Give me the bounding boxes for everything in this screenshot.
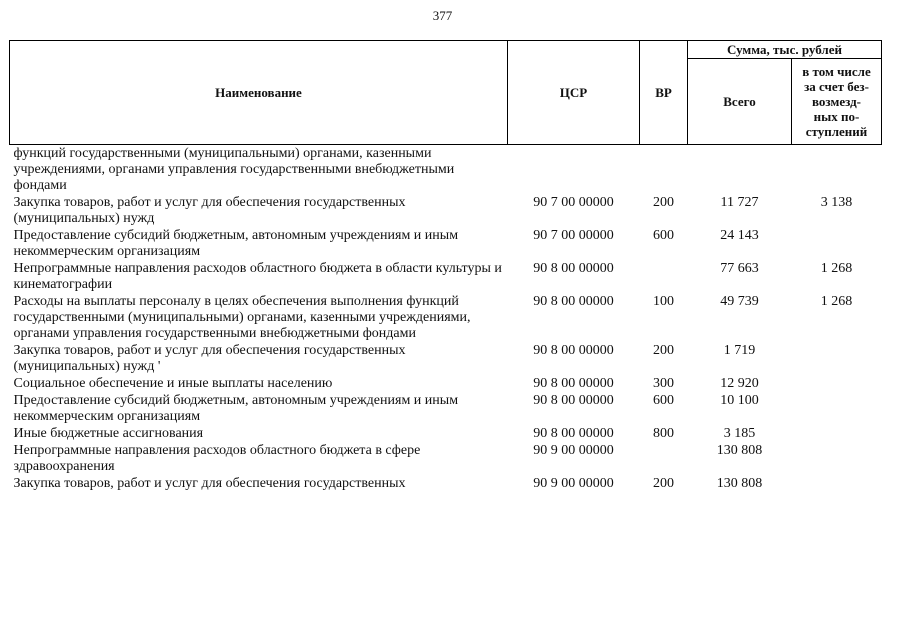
header-grant-line: возмезд- [812, 94, 861, 109]
page-number: 377 [432, 8, 453, 23]
row-name: Расходы на выплаты персоналу в целях обеспечения выполнения функций государственными (муниципальными) органами, казенными учреждениями, органами управления государственными внебюджетными фондами [13, 294, 471, 341]
row-vr [640, 145, 688, 195]
row-grant [792, 227, 882, 260]
header-sum-group: Сумма, тыс. рублей [688, 41, 882, 59]
header-grant-line: за счет без- [804, 79, 869, 94]
table-row [10, 227, 882, 260]
row-grant [792, 392, 882, 425]
table-row [10, 293, 882, 342]
row-csr: 90 7 00 00000 [533, 228, 614, 243]
table-row [10, 392, 882, 425]
table-header [10, 41, 882, 145]
row-grant [792, 442, 882, 475]
row-total: 1 719 [723, 343, 756, 358]
budget-table [9, 40, 882, 492]
header-grant-line: ных по- [813, 109, 860, 124]
row-grant [792, 342, 882, 375]
header-grant-line: в том числе [802, 64, 871, 79]
row-vr: 800 [653, 426, 674, 441]
row-vr: 100 [653, 294, 674, 309]
row-grant [792, 475, 882, 492]
row-grant: 3 138 [820, 195, 853, 210]
row-name: Непрограммные направления расходов областного бюджета в сфере здравоохранения [13, 443, 421, 474]
row-total: 130 808 [716, 443, 763, 458]
row-vr: 300 [653, 376, 674, 391]
row-total: 10 100 [720, 393, 759, 408]
table-row [10, 442, 882, 475]
row-name: Иные бюджетные ассигнования [13, 426, 204, 441]
row-vr [640, 442, 688, 475]
row-name: Предоставление субсидий бюджетным, автономным учреждениям и иным некоммерческим организациям [13, 228, 459, 259]
row-total: 12 920 [720, 376, 759, 391]
row-total: 24 143 [720, 228, 759, 243]
row-grant [792, 145, 882, 195]
header-name: Наименование [10, 41, 508, 145]
row-total: 130 808 [716, 476, 763, 491]
table-body [10, 145, 882, 493]
table-row [10, 342, 882, 375]
header-vr: ВР [640, 41, 688, 145]
row-grant: 1 268 [820, 261, 853, 276]
row-grant: 1 268 [820, 294, 853, 309]
header-grant [792, 59, 882, 145]
row-name: функций государственными (муниципальными) органами, казенными учреждениями, органами управления государственными внебюджетными фондами [13, 146, 455, 193]
row-csr [508, 145, 640, 195]
row-vr: 600 [653, 228, 674, 243]
table-row [10, 194, 882, 227]
header-total: Всего [688, 59, 792, 145]
row-csr: 90 8 00 00000 [533, 343, 614, 358]
row-csr: 90 8 00 00000 [533, 393, 614, 408]
row-csr: 90 9 00 00000 [533, 476, 614, 491]
row-name: Социальное обеспечение и иные выплаты населению [13, 376, 333, 391]
row-total: 49 739 [720, 294, 759, 309]
header-grant-line: ступлений [805, 124, 868, 139]
row-csr: 90 8 00 00000 [533, 261, 614, 276]
row-total: 3 185 [723, 426, 756, 441]
row-total: 11 727 [720, 195, 759, 210]
row-grant [792, 375, 882, 392]
row-csr: 90 8 00 00000 [533, 376, 614, 391]
table-row [10, 260, 882, 293]
row-grant [792, 425, 882, 442]
row-total [688, 145, 792, 195]
row-vr: 200 [653, 343, 674, 358]
row-name: Закупка товаров, работ и услуг для обеспечения государственных [13, 476, 406, 491]
row-name: Предоставление субсидий бюджетным, автономным учреждениям и иным некоммерческим организациям [13, 393, 459, 424]
row-name: Закупка товаров, работ и услуг для обеспечения государственных (муниципальных) нужд ' [13, 343, 406, 374]
row-vr: 600 [653, 393, 674, 408]
row-vr: 200 [653, 476, 674, 491]
row-csr: 90 8 00 00000 [533, 426, 614, 441]
row-name: Закупка товаров, работ и услуг для обеспечения государственных (муниципальных) нужд [13, 195, 406, 226]
row-vr [640, 260, 688, 293]
row-csr: 90 8 00 00000 [533, 294, 614, 309]
header-csr: ЦСР [508, 41, 640, 145]
row-name: Непрограммные направления расходов областного бюджета в области культуры и кинематографии [13, 261, 502, 292]
row-vr: 200 [653, 195, 674, 210]
table-row [10, 425, 882, 442]
row-csr: 90 9 00 00000 [533, 443, 614, 458]
table-row [10, 475, 882, 492]
table-row [10, 145, 882, 195]
table-row [10, 375, 882, 392]
row-csr: 90 7 00 00000 [533, 195, 614, 210]
row-total: 77 663 [720, 261, 759, 276]
